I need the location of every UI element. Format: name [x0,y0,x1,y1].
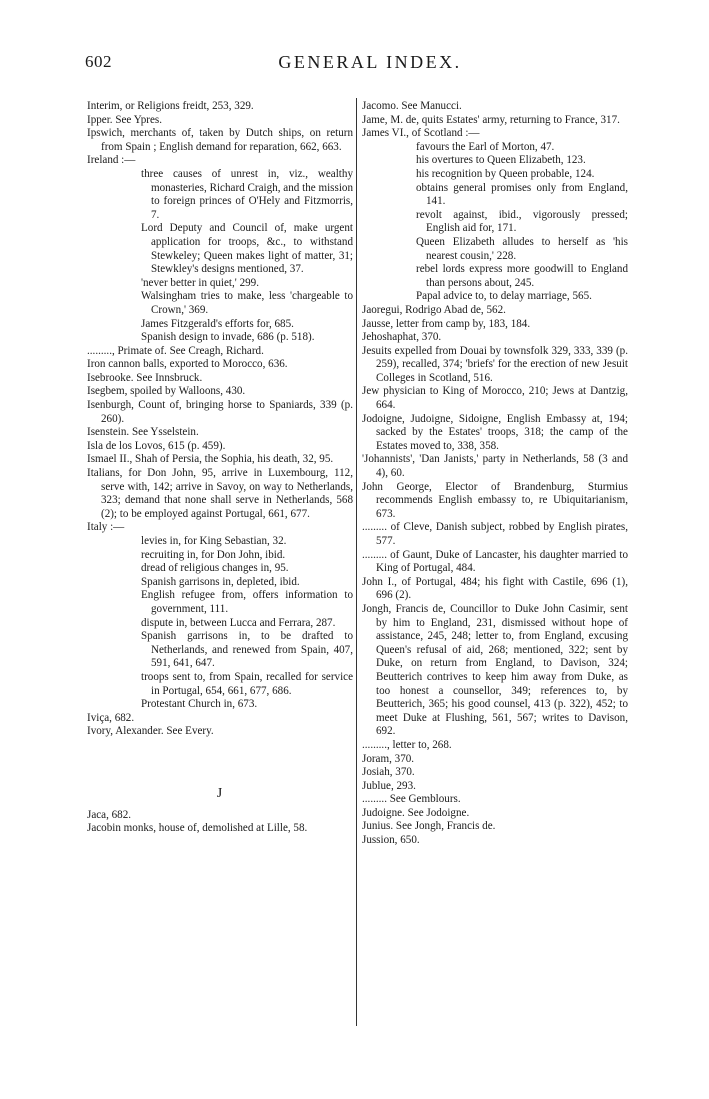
index-entry-jussion: Jussion, 650. [362,834,420,847]
index-entry-isebrooke: Isebrooke. See Innsbruck. [87,371,203,384]
index-entry-joram: Joram, 370. [362,752,415,765]
index-entry-primate: ........., Primate of. See Creagh, Richard. [87,344,264,357]
index-entry-jew: Jew physician to King of Morocco, 210; Jews at Dantzig, 664. [362,385,628,412]
index-entry-john-i: John I., of Portugal, 484; his fight with Castile, 696 (1), 696 (2). [362,575,628,602]
index-entry-ipswich: Ipswich, merchants of, taken by Dutch ships, on return from Spain ; English demand for reparation, 662, 663. [87,127,353,153]
index-entry-john-george: John George, Elector of Brandenburg, Sturmius recommends English embassy to, re Ubiquitarianism, 673. [362,480,628,520]
index-subentry-italy: recruiting in, for Don John, ibid. [141,548,286,561]
index-entry-john-of-gaunt: ......... of Gaunt, Duke of Lancaster, his daughter married to King of Portugal, 484. [362,548,628,575]
index-subentry-ireland: Spanish design to invade, 686 (p. 518). [141,331,315,344]
index-subentry-james: his overtures to Queen Elizabeth, 123. [416,154,586,167]
index-subentry-james: obtains general promises only from England, 141. [416,181,628,208]
index-subentry-ireland: Lord Deputy and Council of, make urgent application for troops, &c., to withstand Stewkeley; Queen makes light of matter, 31; Stewkley's designs mentioned, 37. [141,222,353,276]
index-entry-iron-cannon: Iron cannon balls, exported to Morocco, 636. [87,358,288,371]
index-column-right [362,100,628,848]
index-subentry-ireland: James Fitzgerald's efforts for, 685. [141,317,294,330]
column-divider [356,98,357,1026]
index-subentry-italy: dispute in, between Lucca and Ferrara, 287. [141,616,336,629]
index-subentry-james: his recognition by Queen probable, 124. [416,167,595,180]
index-subentry-italy: English refugee from, offers information to government, 111. [141,589,353,615]
index-entry-ipper: Ipper. See Ypres. [87,113,162,126]
index-column-left [87,100,353,836]
index-entry-jausse: Jausse, letter from camp by, 183, 184. [362,317,531,330]
index-entry-jaca: Jaca, 682. [87,808,132,821]
index-subentry-james: revolt against, ibid., vigorously pressed; English aid for, 171. [416,208,628,235]
index-subentry-italy: dread of religious changes in, 95. [141,562,289,575]
index-subentry-ireland: 'never better in quiet,' 299. [141,276,259,289]
index-entry-isenburgh: Isenburgh, Count of, bringing horse to Spaniards, 339 (p. 260). [87,399,353,425]
index-subentry-italy: Spanish garrisons in, to be drafted to Netherlands, and renewed from Spain, 407, 591, 641, 647. [141,630,353,670]
index-subentry-ireland: three causes of unrest in, viz., wealthy monasteries, Richard Craigh, and the mission to foreign princes of O'Hely and Fitzmorris, 7. [141,167,353,221]
index-subentry-james: rebel lords express more goodwill to England than persons about, 245. [416,263,628,289]
index-entry-jesuits: Jesuits expelled from Douai by townsfolk 329, 333, 339 (p. 259), recalled, 374; 'briefs' for the erection of new Jesuit Colleges in Scotland, 516. [362,344,628,384]
index-entry-jaoregui: Jaoregui, Rodrigo Abad de, 562. [362,303,506,316]
index-entry-judoigne: Judoigne. See Jodoigne. [362,806,470,819]
index-entry-jodoigne: Jodoigne, Judoigne, Sidoigne, English Embassy at, 194; sacked by the Estates' troops, 318; the camp of the Estates moved to, 338, 358. [362,412,628,452]
index-entry-isenstein: Isenstein. See Ysselstein. [87,426,199,439]
index-entry-interim: Interim, or Religions freidt, 253, 329. [87,100,254,112]
index-entry-italians: Italians, for Don John, 95, arrive in Luxembourg, 112, serve with, 142; arrive in Savoy, on way to Netherlands, 323; demand that none shall serve in Netherlands, 568 (2); to be employed against Portugal, 661, 677. [87,467,353,520]
index-entry-jame: Jame, M. de, quits Estates' army, returning to France, 317. [362,113,620,126]
index-entry-jongh-letter: ........., letter to, 268. [362,738,452,751]
index-entry-jublue: Jublue, 293. [362,779,416,792]
index-entry-jongh: Jongh, Francis de, Councillor to Duke John Casimir, sent by him to England, 231, dismissed without hope of assistance, 245, 248; letter to, from England, excusing Queen's refusal of aid, 268; mentioned, 322; sent by Duke, on return from England, to Davison, 324; Beutterich contrives to keep him away from Duke, as too honest a counsellor, 349; references to, by Beutterich, 365; his good counsel, 413 (p. 322), 452; to meet Duke at Flushing, 561, 567; writes to Davison, 692. [362,602,628,738]
index-entry-josiah: Josiah, 370. [362,766,415,779]
index-entry-ivica: Iviça, 682. [87,711,135,724]
page-header [85,52,655,80]
index-entry-isla: Isla de los Lovos, 615 (p. 459). [87,439,226,452]
index-subentry-italy: troops sent to, from Spain, recalled for service in Portugal, 654, 661, 677, 686. [141,670,353,697]
section-letter-heading: J [216,785,224,801]
running-title: GENERAL INDEX. [278,52,462,72]
index-entry-italy: Italy :— [87,521,125,534]
index-entry-john-of-cleve: ......... of Cleve, Danish subject, robbed by English pirates, 577. [362,521,628,547]
index-entry-ismael: Ismael II., Shah of Persia, the Sophia, his death, 32, 95. [87,453,334,466]
index-subentry-james: Papal advice to, to delay marriage, 565. [416,290,592,303]
index-entry-isegbem: Isegbem, spoiled by Walloons, 430. [87,385,246,398]
index-entry-ivory: Ivory, Alexander. See Every. [87,725,214,738]
index-entry-johannists: 'Johannists', 'Dan Janists,' party in Netherlands, 58 (3 and 4), 60. [362,453,628,480]
index-subentry-italy: Spanish garrisons in, depleted, ibid. [141,575,300,588]
index-subentry-italy: levies in, for King Sebastian, 32. [141,535,287,547]
index-entry-junius: Junius. See Jongh, Francis de. [362,820,496,833]
index-entry-jacobin: Jacobin monks, house of, demolished at Lille, 58. [87,822,308,835]
index-subentry-james: favours the Earl of Morton, 47. [416,140,555,153]
index-entry-jehoshaphat: Jehoshaphat, 370. [362,331,442,344]
index-entry-jacomo: Jacomo. See Manucci. [362,100,462,112]
index-entry-gemblours: ......... See Gemblours. [362,793,461,806]
index-subentry-ireland: Walsingham tries to make, less 'chargeable to Crown,' 369. [141,290,353,316]
page-number: 602 [85,52,112,71]
index-entry-james-vi: James VI., of Scotland :— [362,127,480,140]
index-entry-ireland: Ireland :— [87,154,136,167]
index-subentry-italy: Protestant Church in, 673. [141,698,258,711]
index-subentry-james: Queen Elizabeth alludes to herself as 'his nearest cousin,' 228. [416,235,628,262]
